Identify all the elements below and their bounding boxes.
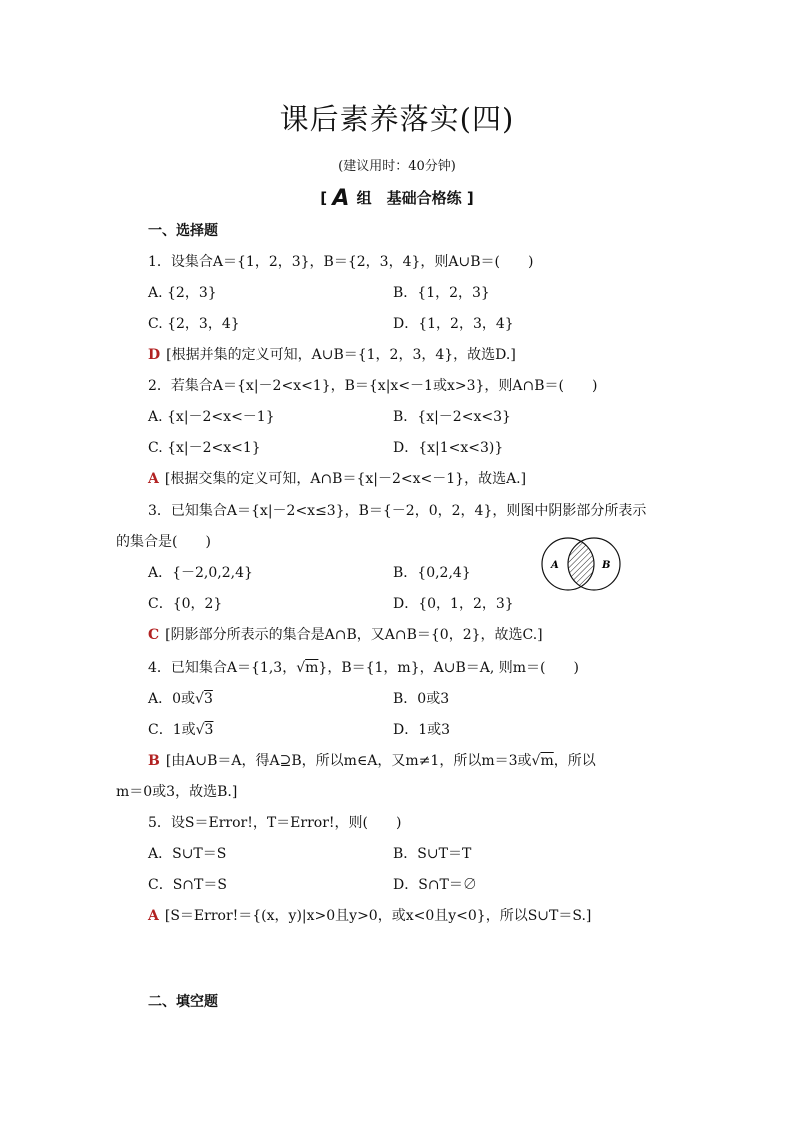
venn-diagram <box>538 536 622 592</box>
q3-stem-line1: 3．已知集合A＝{x|－2<x≤3}，B＝{－2，0，2，4}，则图中阴影部分所表示 <box>148 503 647 519</box>
q5-stem: 5．设S＝Error!，T＝Error!，则( ) <box>148 815 402 831</box>
q1-answer-letter: D <box>148 347 161 363</box>
q1-option-a: A. {2，3} <box>148 285 217 301</box>
q5-option-d: D．S∩T＝∅ <box>393 877 477 893</box>
group-label: 组 基础合格练 <box>356 189 462 207</box>
group-bracket-open: [ <box>320 189 328 207</box>
q4-option-c <box>148 720 213 740</box>
q2-answer <box>148 469 526 489</box>
q5-option-c: C．S∩T＝S <box>148 877 227 893</box>
q4-explanation-line2: m＝0或3，故选B.] <box>116 784 238 800</box>
sqrt-symbol-icon: √ <box>195 691 204 707</box>
sqrt-symbol-icon: √ <box>296 660 306 676</box>
sqrt-symbol-icon: √ <box>195 722 205 738</box>
q1-option-c: C. {2，3，4} <box>148 316 240 332</box>
q4-option-a <box>148 689 213 709</box>
q4-option-b: B．0或3 <box>393 691 450 707</box>
q2-option-c: C. {x|－2<x<1} <box>148 440 261 456</box>
group-heading <box>0 186 794 211</box>
sqrt-symbol-icon: √ <box>531 753 541 769</box>
q1-explanation: [根据并集的定义可知，A∪B＝{1，2，3，4}，故选D.] <box>166 347 516 363</box>
q4-explanation-part1: [由A∪B＝A，得A⊇B，所以m∈A，又m≠1，所以m＝3或 <box>165 753 532 769</box>
q3-answer <box>148 625 543 645</box>
q3-option-a: A．{－2,0,2,4} <box>148 565 253 581</box>
q1-answer <box>148 345 516 365</box>
q1-option-b: B．{1，2，3} <box>393 285 490 301</box>
venn-label-a: A <box>551 560 559 571</box>
q4-stem-prefix: 4．已知集合A＝{1,3， <box>148 660 297 676</box>
q4-option-c-prefix: C．1或 <box>148 722 196 738</box>
q4-stem-suffix: }，B＝{1，m}，A∪B＝A, 则m＝( ) <box>318 660 579 676</box>
q4-option-c-radicand: 3 <box>204 722 214 738</box>
q5-option-b: B．S∪T＝T <box>393 846 472 862</box>
section-heading-choice: 一、选择题 <box>148 223 218 239</box>
q4-stem <box>148 658 579 678</box>
q1-option-d: D．{1，2，3，4} <box>393 316 514 332</box>
q4-explanation-part2: ，所以 <box>553 753 596 769</box>
group-bracket-close: ] <box>466 189 474 207</box>
group-letter: A <box>332 186 350 211</box>
q4-answer-letter: B <box>148 753 160 769</box>
q3-option-b: B．{0,2,4} <box>393 565 471 581</box>
q4-explanation-radicand: m <box>540 753 554 769</box>
q1-stem: 1．设集合A＝{1，2，3}，B＝{2，3，4}，则A∪B＝( ) <box>148 254 534 270</box>
q2-explanation: [根据交集的定义可知，A∩B＝{x|－2<x<－1}，故选A.] <box>164 471 527 487</box>
q2-option-b: B．{x|－2<x<3} <box>393 409 511 425</box>
q5-answer-letter: A <box>148 908 159 924</box>
q3-option-d: D．{0，1，2，3} <box>393 596 514 612</box>
q5-answer <box>148 906 591 926</box>
q3-answer-letter: C <box>148 627 160 643</box>
q4-option-a-radicand: 3 <box>203 691 213 707</box>
q3-option-c: C．{0，2} <box>148 596 223 612</box>
time-hint: (建议用时：40分钟) <box>338 159 456 174</box>
q2-stem: 2．若集合A＝{x|－2<x<1}，B＝{x|x<－1或x>3}，则A∩B＝( ) <box>148 378 598 394</box>
q5-option-a: A．S∪T＝S <box>148 846 227 862</box>
q2-answer-letter: A <box>148 471 159 487</box>
section-heading-fill: 二、填空题 <box>148 994 218 1010</box>
q2-option-a: A. {x|－2<x<－1} <box>148 409 275 425</box>
q2-option-d: D．{x|1<x<3)} <box>393 440 504 456</box>
venn-label-b: B <box>602 560 611 571</box>
page-title: 课后素养落实(四) <box>279 102 515 136</box>
q4-option-a-prefix: A．0或 <box>148 691 196 707</box>
q5-explanation: [S＝Error!＝{(x，y)|x>0且y>0，或x<0且y<0}，所以S∪T＝S.] <box>164 908 592 924</box>
q4-stem-radicand: m <box>305 660 319 676</box>
q4-answer <box>148 751 596 771</box>
q3-explanation: [阴影部分所表示的集合是A∩B，又A∩B＝{0，2}，故选C.] <box>165 627 543 643</box>
q4-option-d: D．1或3 <box>393 722 451 738</box>
q3-stem-line2: 的集合是( ) <box>116 534 211 550</box>
